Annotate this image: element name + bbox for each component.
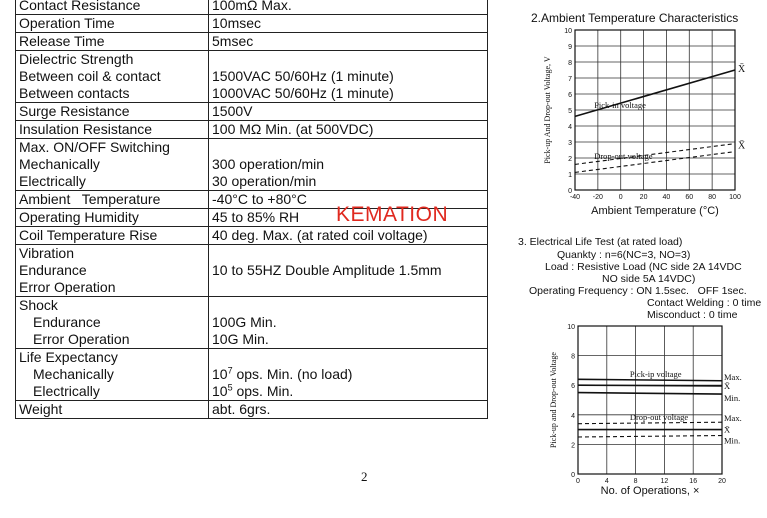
test-load-no: NO side 5A 14VDC): [602, 273, 696, 285]
y-tick-label: 9: [568, 44, 572, 51]
spec-value: $10^7$ ops. Min. (no load): [212, 365, 353, 382]
y-tick-label: 2: [571, 442, 575, 450]
table-row: [16, 401, 488, 419]
kemation-watermark: KEMATION: [336, 203, 449, 226]
spec-value: 40 deg. Max. (at rated coil voltage): [209, 227, 488, 245]
y-tick-label: 6: [571, 383, 575, 391]
y-tick-label: 0: [568, 188, 572, 195]
series-label: Pick-ip voltage: [629, 368, 682, 379]
spec-sublabel: Between contacts: [19, 85, 130, 101]
x-tick-label: -20: [592, 194, 603, 201]
x-axis-label: No. of Operations, ×: [600, 485, 700, 497]
series-line: [575, 144, 735, 165]
y-tick-label: 10: [567, 324, 575, 331]
chart1-title: 2.Ambient Temperature Characteristics: [531, 11, 739, 25]
test-frequency: Operating Frequency : ON 1.5sec. OFF 1sec.: [529, 285, 747, 297]
spec-value: -40°C to +80°C: [209, 191, 488, 209]
y-axis-label: Pick-up And Drop-out Voltage, V: [543, 56, 552, 164]
spec-sublabel: Error Operation: [33, 331, 130, 347]
x-tick-label: 12: [660, 478, 669, 485]
spec-sublabel: Mechanically: [33, 366, 114, 382]
spec-sublabel: Mechanically: [19, 156, 100, 172]
x-tick-label: 16: [689, 478, 698, 485]
spec-label: Coil Temperature Rise: [16, 227, 209, 245]
table-row: [16, 227, 488, 245]
spec-value: 45 to 85% RH: [209, 209, 488, 227]
series-end-label: Max.: [724, 413, 742, 424]
series-label: Pick-in voltage: [594, 99, 646, 110]
spec-label: Operation Time: [16, 15, 209, 33]
spec-value: 100mΩ Max.: [209, 0, 488, 15]
table-row: [16, 297, 488, 349]
spec-value: 5msec: [209, 33, 488, 51]
spec-label-group: [16, 139, 209, 191]
spec-value: 1500VAC 50/60Hz (1 minute): [212, 68, 394, 84]
spec-value: 100G Min.: [212, 314, 277, 330]
x-tick-label: 0: [618, 194, 623, 201]
y-tick-label: 6: [568, 92, 572, 99]
table-row: [16, 33, 488, 51]
spec-label-group: [16, 349, 209, 401]
spec-sublabel: Between coil & contact: [19, 68, 161, 84]
test-welding: Contact Welding : 0 time: [647, 297, 762, 309]
spec-value: 30 operation/min: [212, 173, 317, 189]
y-tick-label: 8: [571, 353, 575, 361]
page-number: 2: [361, 469, 368, 484]
test-quantity: Quankty : n=6(NC=3, NO=3): [557, 249, 691, 261]
test-misconduct: Misconduct : 0 time: [647, 309, 738, 321]
y-tick-label: 10: [564, 28, 572, 35]
spec-sublabel: Endurance: [33, 314, 101, 330]
y-tick-label: 8: [568, 60, 572, 67]
series-label: Drop-out voltage: [594, 150, 653, 161]
spec-value-group: [209, 297, 488, 349]
spec-value: 10 to 55HZ Double Amplitude 1.5mm: [209, 245, 488, 297]
test-load: Load : Resistive Load (NC side 2A 14VDC: [545, 261, 742, 273]
spec-value-group: [209, 349, 488, 401]
table-row: [16, 103, 488, 121]
spec-value: 100 MΩ Min. (at 500VDC): [209, 121, 488, 139]
x-tick-label: 8: [633, 478, 638, 485]
series-end-label: Min.: [724, 393, 741, 404]
spec-value: 10G Min.: [212, 331, 269, 347]
table-row: [16, 15, 488, 33]
spec-label-group: [16, 297, 209, 349]
y-tick-label: 0: [571, 472, 575, 479]
series-end-label: X̄: [738, 64, 746, 75]
spec-label-group: [16, 51, 209, 103]
spec-value: 300 operation/min: [212, 156, 325, 172]
y-tick-label: 3: [568, 140, 572, 147]
table-row: [16, 0, 488, 15]
spec-sublabel: Electrically: [19, 173, 86, 189]
spec-label: Insulation Resistance: [16, 121, 209, 139]
x-tick-label: 0: [576, 478, 580, 485]
y-tick-label: 4: [568, 124, 572, 131]
series-line: [575, 152, 735, 173]
x-tick-label: 40: [662, 194, 671, 201]
x-tick-label: 20: [639, 194, 648, 201]
spec-value: $10^5$ ops. Min.: [212, 382, 294, 399]
series-end-label: X̄: [738, 140, 746, 152]
spec-label: Vibration: [19, 245, 75, 261]
chart2-title: 3. Electrical Life Test (at rated load): [518, 236, 683, 248]
plot-frame: [575, 30, 735, 190]
spec-value: 1000VAC 50/60Hz (1 minute): [212, 85, 394, 101]
y-axis-label: Pick-up and Drop-out Voltage: [549, 352, 558, 448]
spec-label: Dielectric Strength: [19, 51, 134, 67]
spec-label: Surge Resistance: [16, 103, 209, 121]
plot-frame: [578, 326, 722, 474]
table-row: [16, 51, 488, 103]
spec-label: Release Time: [16, 33, 209, 51]
spec-label: Life Expectancy: [19, 349, 118, 365]
series-line: [578, 379, 722, 380]
spec-label: Shock: [19, 297, 58, 313]
table-row: [16, 121, 488, 139]
series-end-label: Max.: [724, 371, 742, 382]
series-line: [578, 436, 722, 437]
spec-value-group: [209, 51, 488, 103]
x-tick-label: 60: [685, 194, 694, 201]
table-row: [16, 245, 488, 297]
spec-sublabel: Error Operation: [19, 279, 116, 295]
y-tick-label: 1: [568, 172, 572, 179]
spec-label: Operating Humidity: [16, 209, 209, 227]
series-line: [578, 385, 722, 386]
spec-sublabel: Electrically: [33, 383, 100, 399]
spec-label: Contact Resistance: [16, 0, 209, 15]
table-row: [16, 349, 488, 401]
spec-value: 10msec: [209, 15, 488, 33]
spec-label: Weight: [16, 401, 209, 419]
series-line: [575, 70, 735, 116]
x-tick-label: -40: [569, 194, 581, 201]
series-end-label: X̄: [724, 380, 731, 391]
spec-label-group: [16, 245, 209, 297]
series-label: Drop-out voltage: [629, 412, 689, 423]
spec-value: abt. 6grs.: [209, 401, 488, 419]
series-line: [578, 422, 722, 423]
spec-value: 1500V: [209, 103, 488, 121]
series-line: [578, 393, 722, 394]
table-row: [16, 139, 488, 191]
x-tick-label: 80: [708, 194, 717, 201]
x-tick-label: 4: [604, 478, 609, 485]
y-tick-label: 5: [568, 108, 572, 115]
x-tick-label: 100: [729, 194, 741, 201]
y-tick-label: 2: [568, 156, 572, 163]
x-axis-label: Ambient Temperature (°C): [591, 205, 719, 217]
y-tick-label: 4: [571, 412, 575, 420]
spec-label: Ambient Temperature: [16, 191, 209, 209]
y-tick-label: 7: [568, 76, 572, 83]
series-end-label: X̄: [724, 424, 731, 435]
spec-value-group: [209, 139, 488, 191]
spec-sublabel: Endurance: [19, 262, 87, 278]
x-tick-label: 20: [718, 478, 726, 485]
spec-label: Max. ON/OFF Switching: [19, 139, 170, 155]
series-end-label: Min.: [724, 435, 741, 446]
